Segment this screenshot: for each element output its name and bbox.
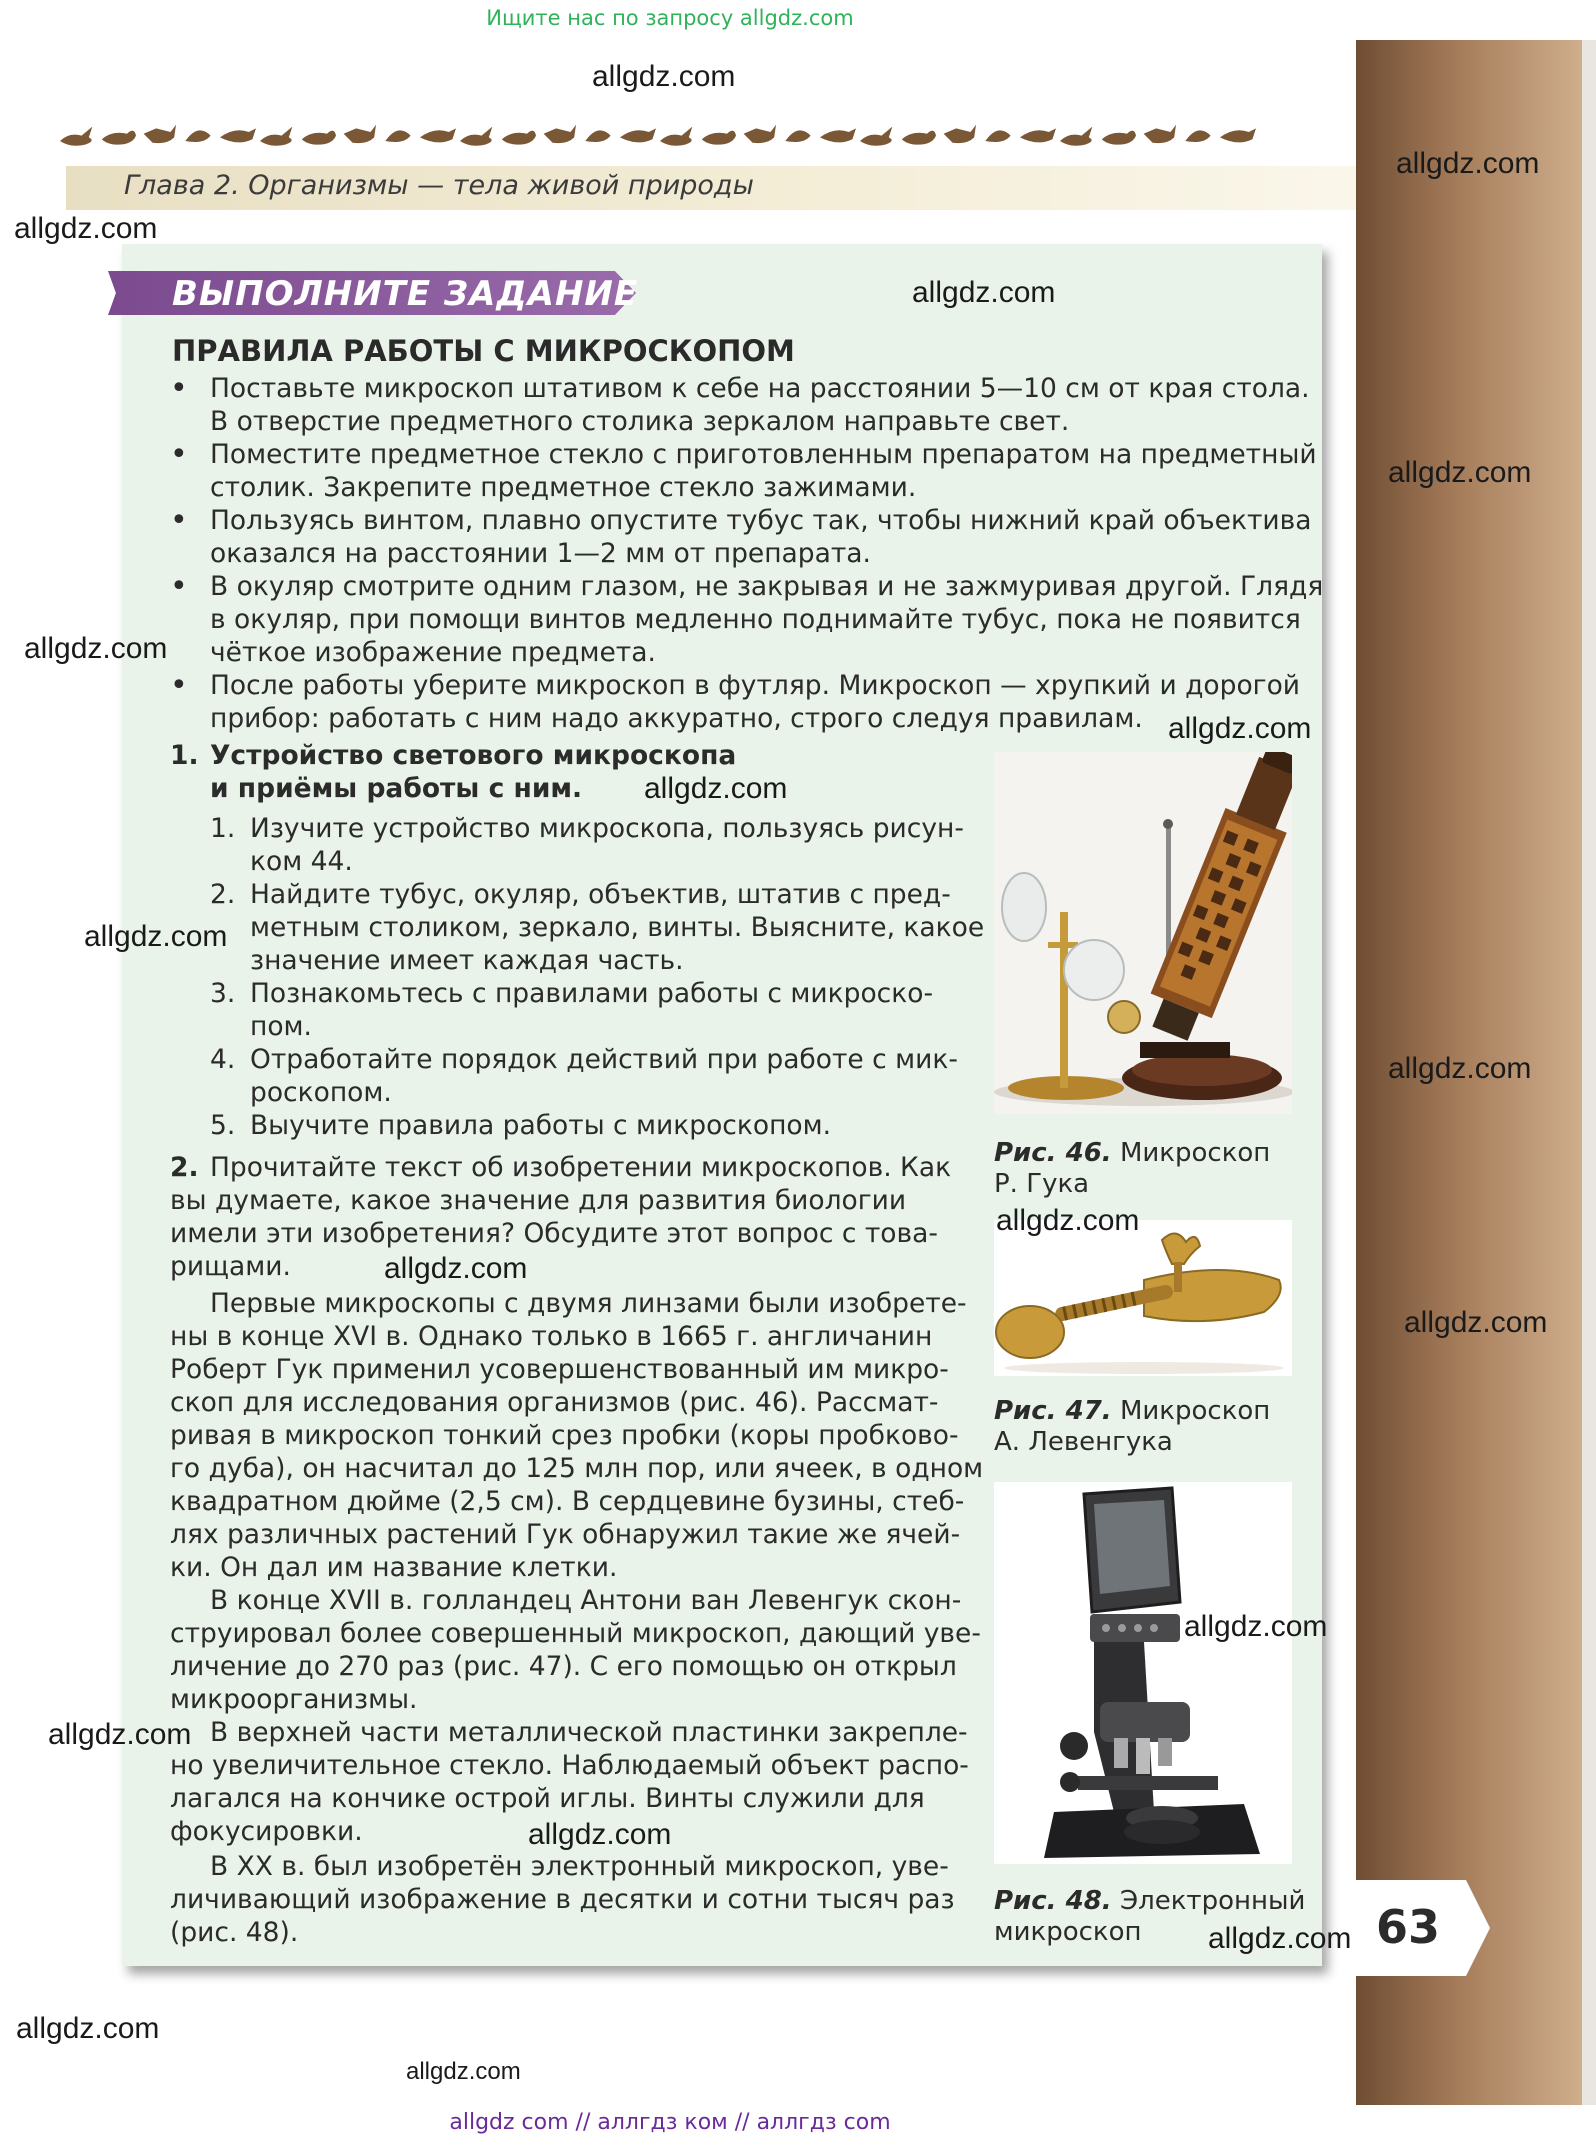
page-edge [1582, 40, 1596, 2105]
electronic-microscope-image [994, 1482, 1292, 1864]
step-line: значение имеет каждая часть. [250, 945, 684, 976]
watermark: allgdz.com [1404, 1306, 1548, 1339]
animal-silhouette-icon [785, 119, 810, 142]
body-line: скоп для исследования организмов (рис. 46). Рассмат- [170, 1387, 939, 1418]
animal-silhouette-icon [544, 125, 576, 143]
animal-silhouette-icon [620, 128, 656, 142]
animal-silhouette-icon [185, 119, 210, 142]
animal-silhouette-icon [1060, 127, 1092, 146]
body-line: ки. Он дал им название клетки. [170, 1552, 618, 1583]
task1-number: 1. [170, 740, 199, 771]
animal-silhouettes-decoration [60, 114, 1260, 160]
figure-caption-48 [994, 1886, 1305, 1917]
body-line: (рис. 48). [170, 1917, 299, 1948]
bullet-icon: • [170, 437, 188, 472]
watermark: allgdz.com [592, 60, 736, 93]
watermark: allgdz.com [48, 1718, 192, 1751]
step-line: Отработайте порядок действий при работе с мик- [250, 1044, 958, 1075]
rule-line: В окуляр смотрите одним глазом, не закрывая и не зажмуривая другой. Глядя [210, 571, 1324, 602]
animal-silhouette-icon [220, 128, 256, 142]
body-line: личивающий изображение в десятки и сотни тысяч раз [170, 1884, 955, 1915]
animal-silhouette-icon [260, 127, 292, 146]
bullet-icon: • [170, 569, 188, 604]
leeuwenhoek-microscope-image [994, 1220, 1292, 1376]
animal-silhouette-icon [102, 131, 136, 152]
watermark: allgdz.com [528, 1818, 672, 1851]
body-line: Роберт Гук применил усовершенствованный им микро- [170, 1354, 949, 1385]
bottom-links[interactable]: allgdz com // аллгдз ком // аллгдз com [449, 2110, 891, 2135]
figure-number: Рис. 46. [994, 1138, 1112, 1168]
animal-silhouette-icon [1102, 131, 1136, 152]
rule-line: В отверстие предметного столика зеркалом направьте свет. [210, 406, 1070, 437]
animal-silhouette-icon [344, 125, 376, 143]
animal-silhouette-icon [1144, 125, 1176, 143]
top-search-link[interactable]: Ищите нас по запросу allgdz.com [486, 6, 854, 30]
animal-silhouette-icon [460, 127, 492, 146]
body-line: фокусировки. [170, 1816, 363, 1847]
figure-caption-text: Микроскоп [1119, 1396, 1271, 1426]
step-line: Выучите правила работы с микроскопом. [250, 1110, 832, 1141]
body-line: микроорганизмы. [170, 1684, 418, 1715]
body-line: В XX в. был изобретён электронный микроскоп, уве- [210, 1851, 949, 1882]
step-number: 2. [210, 879, 236, 910]
animal-silhouette-icon [1020, 128, 1056, 142]
bullet-icon: • [170, 668, 188, 703]
watermark: allgdz.com [1396, 147, 1540, 180]
watermark: allgdz.com [912, 276, 1056, 309]
figure-caption-47 [994, 1396, 1270, 1427]
step-number: 5. [210, 1110, 236, 1141]
page-number: 63 [1376, 1900, 1441, 1954]
task-banner-label: ВЫПОЛНИТЕ ЗАДАНИЕ [172, 274, 639, 314]
figure-caption-46 [994, 1138, 1270, 1169]
animal-silhouette-icon [702, 131, 736, 152]
step-line: Изучите устройство микроскопа, пользуясь рисун- [250, 813, 964, 844]
step-line: роскопом. [250, 1077, 392, 1108]
watermark: allgdz.com [1184, 1610, 1328, 1643]
body-line: В верхней части металлической пластинки закрепле- [210, 1717, 968, 1748]
figure-number: Рис. 47. [994, 1396, 1112, 1426]
body-line: личение до 270 раз (рис. 47). С его помощью он открыл [170, 1651, 957, 1682]
hooke-microscope-image [994, 752, 1292, 1114]
figure-caption-text: Электронный [1119, 1886, 1306, 1916]
animal-silhouette-icon [820, 128, 856, 142]
figure-caption-48-line2: микроскоп [994, 1917, 1142, 1947]
body-line: го дуба), он насчитал до 125 млн пор, или ячеек, в одном [170, 1453, 984, 1484]
animal-silhouette-icon [585, 119, 610, 142]
animal-silhouette-icon [420, 128, 456, 142]
bullet-icon: • [170, 371, 188, 406]
body-line: ривая в микроскоп тонкий срез пробки (коры пробково- [170, 1420, 959, 1451]
body-line: но увеличительное стекло. Наблюдаемый объект распо- [170, 1750, 969, 1781]
rule-line: чёткое изображение предмета. [210, 637, 656, 668]
animal-silhouette-icon [144, 125, 176, 143]
rule-line: Пользуясь винтом, плавно опустите тубус так, чтобы нижний край объектива [210, 505, 1312, 536]
step-line: Познакомьтесь с правилами работы с микроско- [250, 978, 934, 1009]
figure-number: Рис. 48. [994, 1886, 1112, 1916]
body-line: лагался на кончике острой иглы. Винты служили для [170, 1783, 925, 1814]
step-line: пом. [250, 1011, 312, 1042]
body-line: ны в конце XVI в. Однако только в 1665 г. англичанин [170, 1321, 933, 1352]
task2-number: 2. [170, 1152, 199, 1183]
animal-silhouette-icon [944, 125, 976, 143]
task2-line: Прочитайте текст об изобретении микроскопов. Как [210, 1152, 952, 1183]
watermark: allgdz.com [24, 632, 168, 665]
animal-silhouette-icon [60, 127, 92, 146]
chapter-title: Глава 2. Организмы — тела живой природы [124, 170, 754, 201]
animal-silhouette-icon [660, 127, 692, 146]
figure-caption-text: Микроскоп [1119, 1138, 1271, 1168]
step-line: ком 44. [250, 846, 353, 877]
task2-line: вы думаете, какое значение для развития биологии [170, 1185, 907, 1216]
watermark: allgdz.com [406, 2058, 521, 2085]
rule-line: оказался на расстоянии 1—2 мм от препарата. [210, 538, 871, 569]
watermark: allgdz.com [384, 1252, 528, 1285]
step-number: 3. [210, 978, 236, 1009]
step-number: 1. [210, 813, 236, 844]
task1-title: Устройство светового микроскопа [210, 740, 737, 771]
body-line: В конце XVII в. голландец Антони ван Левенгук скон- [210, 1585, 962, 1616]
watermark: allgdz.com [996, 1204, 1140, 1237]
animal-silhouette-icon [860, 127, 892, 146]
rule-line: в окуляр, при помощи винтов медленно поднимайте тубус, пока не появится [210, 604, 1301, 635]
task1-title: и приёмы работы с ним. [210, 773, 583, 804]
rule-line: столик. Закрепите предметное стекло зажимами. [210, 472, 917, 503]
step-line: метным столиком, зеркало, винты. Выясните, какое [250, 912, 985, 943]
rule-line: Поставьте микроскоп штативом к себе на расстоянии 5—10 см от края стола. [210, 373, 1310, 404]
rule-line: Поместите предметное стекло с приготовленным препаратом на предметный [210, 439, 1317, 470]
bullet-icon: • [170, 503, 188, 538]
animal-silhouette-icon [744, 125, 776, 143]
step-number: 4. [210, 1044, 236, 1075]
animal-silhouette-icon [502, 131, 536, 152]
animal-silhouette-icon [902, 131, 936, 152]
animal-silhouette-icon [985, 119, 1010, 142]
figure-caption-46-line2: Р. Гука [994, 1169, 1090, 1199]
animal-silhouette-icon [385, 119, 410, 142]
body-line: лях различных растений Гук обнаружил такие же ячей- [170, 1519, 961, 1550]
watermark: allgdz.com [84, 920, 228, 953]
rules-title: ПРАВИЛА РАБОТЫ С МИКРОСКОПОМ [172, 334, 795, 368]
watermark: allgdz.com [1388, 456, 1532, 489]
rule-line: После работы уберите микроскоп в футляр. Микроскоп — хрупкий и дорогой [210, 670, 1301, 701]
figure-caption-47-line2: А. Левенгука [994, 1427, 1173, 1457]
watermark: allgdz.com [1388, 1052, 1532, 1085]
watermark: allgdz.com [1168, 712, 1312, 745]
body-line: квадратном дюйме (2,5 см). В сердцевине бузины, стеб- [170, 1486, 965, 1517]
watermark: allgdz.com [644, 772, 788, 805]
animal-silhouette-icon [302, 131, 336, 152]
animal-silhouette-icon [1185, 119, 1210, 142]
animal-silhouette-icon [1220, 128, 1256, 142]
body-line: Первые микроскопы с двумя линзами были изобрете- [210, 1288, 967, 1319]
body-line: струировал более совершенный микроскоп, дающий уве- [170, 1618, 981, 1649]
step-line: Найдите тубус, окуляр, объектив, штатив с пред- [250, 879, 951, 910]
watermark: allgdz.com [1208, 1922, 1352, 1955]
rule-line: прибор: работать с ним надо аккуратно, строго следуя правилам. [210, 703, 1143, 734]
task2-line: имели эти изобретения? Обсудите этот вопрос с това- [170, 1218, 938, 1249]
task2-line: рищами. [170, 1251, 291, 1282]
watermark: allgdz.com [14, 212, 158, 245]
watermark: allgdz.com [16, 2012, 160, 2045]
